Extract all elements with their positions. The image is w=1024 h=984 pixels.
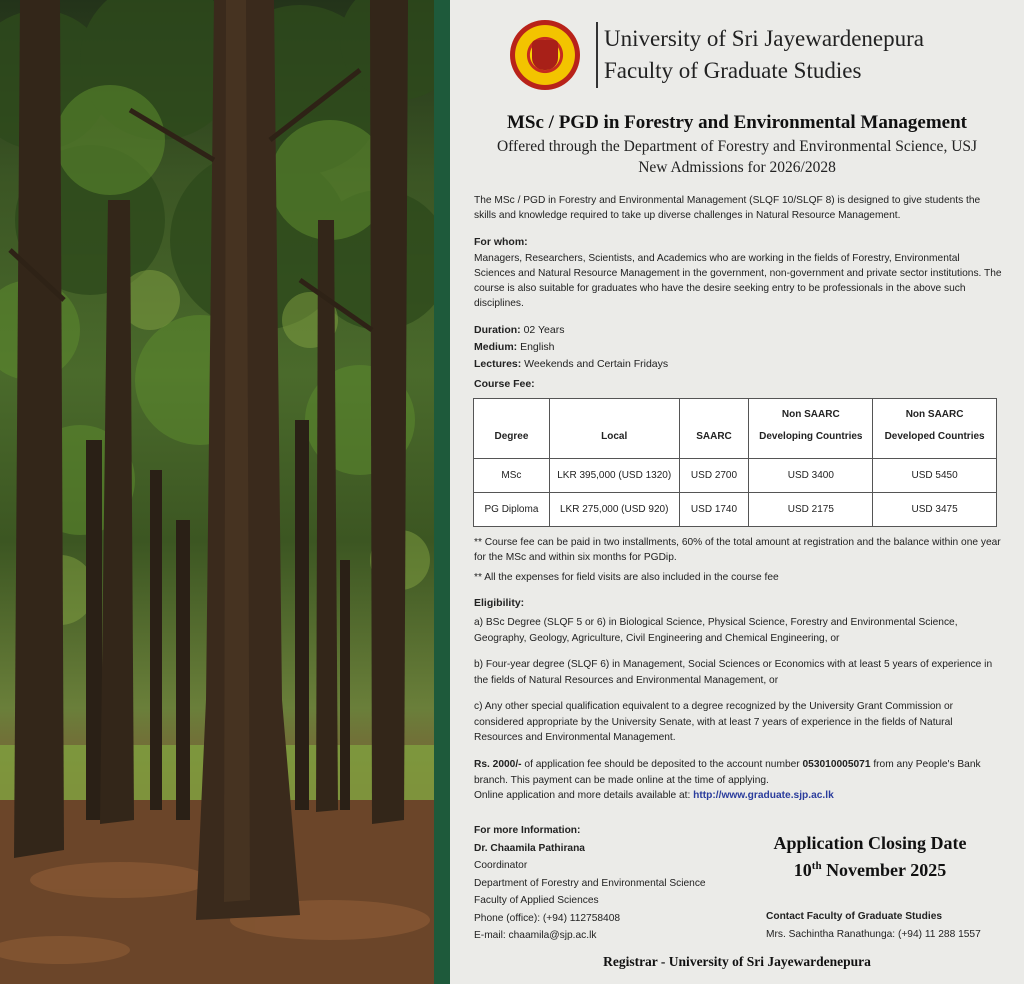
contact-email[interactable]: E-mail: chaamila@sjp.ac.lk xyxy=(474,930,597,941)
programme-title: MSc / PGD in Forestry and Environmental Management xyxy=(506,112,968,133)
table-cell: PG Diploma xyxy=(474,493,550,527)
contact-name: Dr. Chaamila Pathirana xyxy=(474,842,585,854)
col-non-saarc-developed xyxy=(873,399,997,459)
table-cell: USD 5450 xyxy=(873,459,997,493)
col-non-saarc-developing xyxy=(749,399,873,459)
fee-table xyxy=(473,398,997,527)
application-fee: Rs. 2000/- xyxy=(474,759,522,770)
closing-day: 10 xyxy=(793,860,812,880)
green-divider-stripe xyxy=(434,0,450,984)
fgs-contact xyxy=(766,908,1016,944)
logo-emblem-icon xyxy=(532,40,558,70)
table-cell: LKR 395,000 (USD 1320) xyxy=(549,459,679,493)
field-visit-note: ** All the expenses for field visits are also included in the course fee xyxy=(474,572,779,583)
contact-heading: For more Information: xyxy=(474,825,581,836)
lectures-label: Lectures: xyxy=(474,358,522,370)
info-panel xyxy=(450,0,1024,984)
contact-department: Department of Forestry and Environmental Science xyxy=(474,877,706,889)
account-number: 053010005071 xyxy=(802,759,871,770)
online-text: Online application and more details available at: xyxy=(474,790,694,801)
col-degree: Degree xyxy=(474,399,550,459)
contact-role: Coordinator xyxy=(474,860,528,871)
col-non-saarc-developed-line1: Non SAARC xyxy=(905,409,964,420)
table-cell: USD 1740 xyxy=(679,493,749,527)
duration-value: 02 Years xyxy=(520,324,565,336)
payment-text-2: from any People's Bank branch. This payment can be made online at the time of applying. xyxy=(474,759,981,786)
col-non-saarc-developing-line1: Non SAARC xyxy=(781,409,840,420)
col-local: Local xyxy=(549,399,679,459)
medium-value: English xyxy=(517,341,555,353)
forest-photo xyxy=(0,0,434,984)
closing-date-label: Application Closing Date xyxy=(773,833,967,853)
table-row xyxy=(474,493,997,527)
fee-table-header-row xyxy=(474,399,997,459)
intro-text: The MSc / PGD in Forestry and Environmental Management (SLQF 10/SLQF 8) is designed to give students the skills and knowledge required to take up diverse challenges in Natural Resource Management. xyxy=(474,195,981,221)
lectures-line xyxy=(474,358,668,370)
website-link[interactable]: http://www.graduate.sjp.ac.lk xyxy=(693,790,834,801)
university-name: University of Sri Jayewardenepura xyxy=(604,26,924,51)
table-cell: MSc xyxy=(474,459,550,493)
eligibility-c: c) Any other special qualification equivalent to a degree recognized by the University Grant Commission or considered appropriate by the University Senate, with at least 7 years of experience in the fields of Natural Resources and Environmental Management. xyxy=(474,701,954,743)
col-saarc: SAARC xyxy=(679,399,749,459)
closing-month-year: November 2025 xyxy=(821,860,947,880)
table-cell: USD 2175 xyxy=(749,493,873,527)
duration-line xyxy=(474,324,564,336)
fgs-contact-person: Mrs. Sachintha Ranathunga: (+94) 11 288 1557 xyxy=(766,929,981,940)
closing-date-block xyxy=(746,830,994,884)
duration-label: Duration: xyxy=(474,324,521,336)
header xyxy=(510,20,990,90)
payment-text-1: of application fee should be deposited to the account number xyxy=(521,759,803,770)
eligibility-a: a) BSc Degree (SLQF 5 or 6) in Biological Science, Physical Science, Forestry and Environmental Science, Geography, Geology, Agriculture, Civil Engineering and Chemical Engineering, or xyxy=(474,617,958,644)
table-row xyxy=(474,459,997,493)
table-cell: USD 3475 xyxy=(873,493,997,527)
header-divider xyxy=(596,22,598,88)
for-whom-text: Managers, Researchers, Scientists, and Academics who are working in the fields of Forestry, Environmental Sciences and Natural Resource Management in the government, non-government and private sector institutions. The course is also suitable for graduates who have the desire seeking entry to be professionals in the above such disciplines. xyxy=(474,253,1002,309)
col-non-saarc-developed-line2: Developed Countries xyxy=(884,431,985,442)
course-fee-label: Course Fee: xyxy=(474,378,535,390)
registrar-footer: Registrar - University of Sri Jayewardenepura xyxy=(603,954,871,969)
contact-phone: Phone (office): (+94) 112758408 xyxy=(474,912,621,924)
eligibility-b: b) Four-year degree (SLQF 6) in Management, Social Sciences or Economics with at least 5 years of experience in the fields of Natural Resources and Environmental Management, or xyxy=(474,659,993,686)
university-logo xyxy=(510,20,580,90)
table-cell: LKR 275,000 (USD 920) xyxy=(549,493,679,527)
faculty-name: Faculty of Graduate Studies xyxy=(604,58,862,83)
forest-illustration xyxy=(0,0,434,984)
closing-date-value xyxy=(746,857,994,884)
eligibility-heading: Eligibility: xyxy=(474,597,525,609)
col-non-saarc-developing-line2: Developing Countries xyxy=(759,431,863,442)
table-cell: USD 2700 xyxy=(679,459,749,493)
medium-line xyxy=(474,341,555,353)
programme-subtitle: Offered through the Department of Forestry and Environmental Science, USJ xyxy=(496,138,978,155)
lectures-value: Weekends and Certain Fridays xyxy=(521,358,669,370)
installment-note: ** Course fee can be paid in two installments, 60% of the total amount at registration and the balance within one year for the MSc and within six months for PGDip. xyxy=(474,537,1001,563)
contact-faculty: Faculty of Applied Sciences xyxy=(474,895,599,906)
payment-info xyxy=(474,757,1004,804)
admissions-year: New Admissions for 2026/2028 xyxy=(638,159,836,176)
closing-day-suffix: th xyxy=(811,860,822,872)
contact-block xyxy=(474,822,764,945)
table-cell: USD 3400 xyxy=(749,459,873,493)
medium-label: Medium: xyxy=(474,341,518,353)
for-whom-heading: For whom: xyxy=(474,236,528,248)
fgs-contact-heading: Contact Faculty of Graduate Studies xyxy=(766,911,943,922)
